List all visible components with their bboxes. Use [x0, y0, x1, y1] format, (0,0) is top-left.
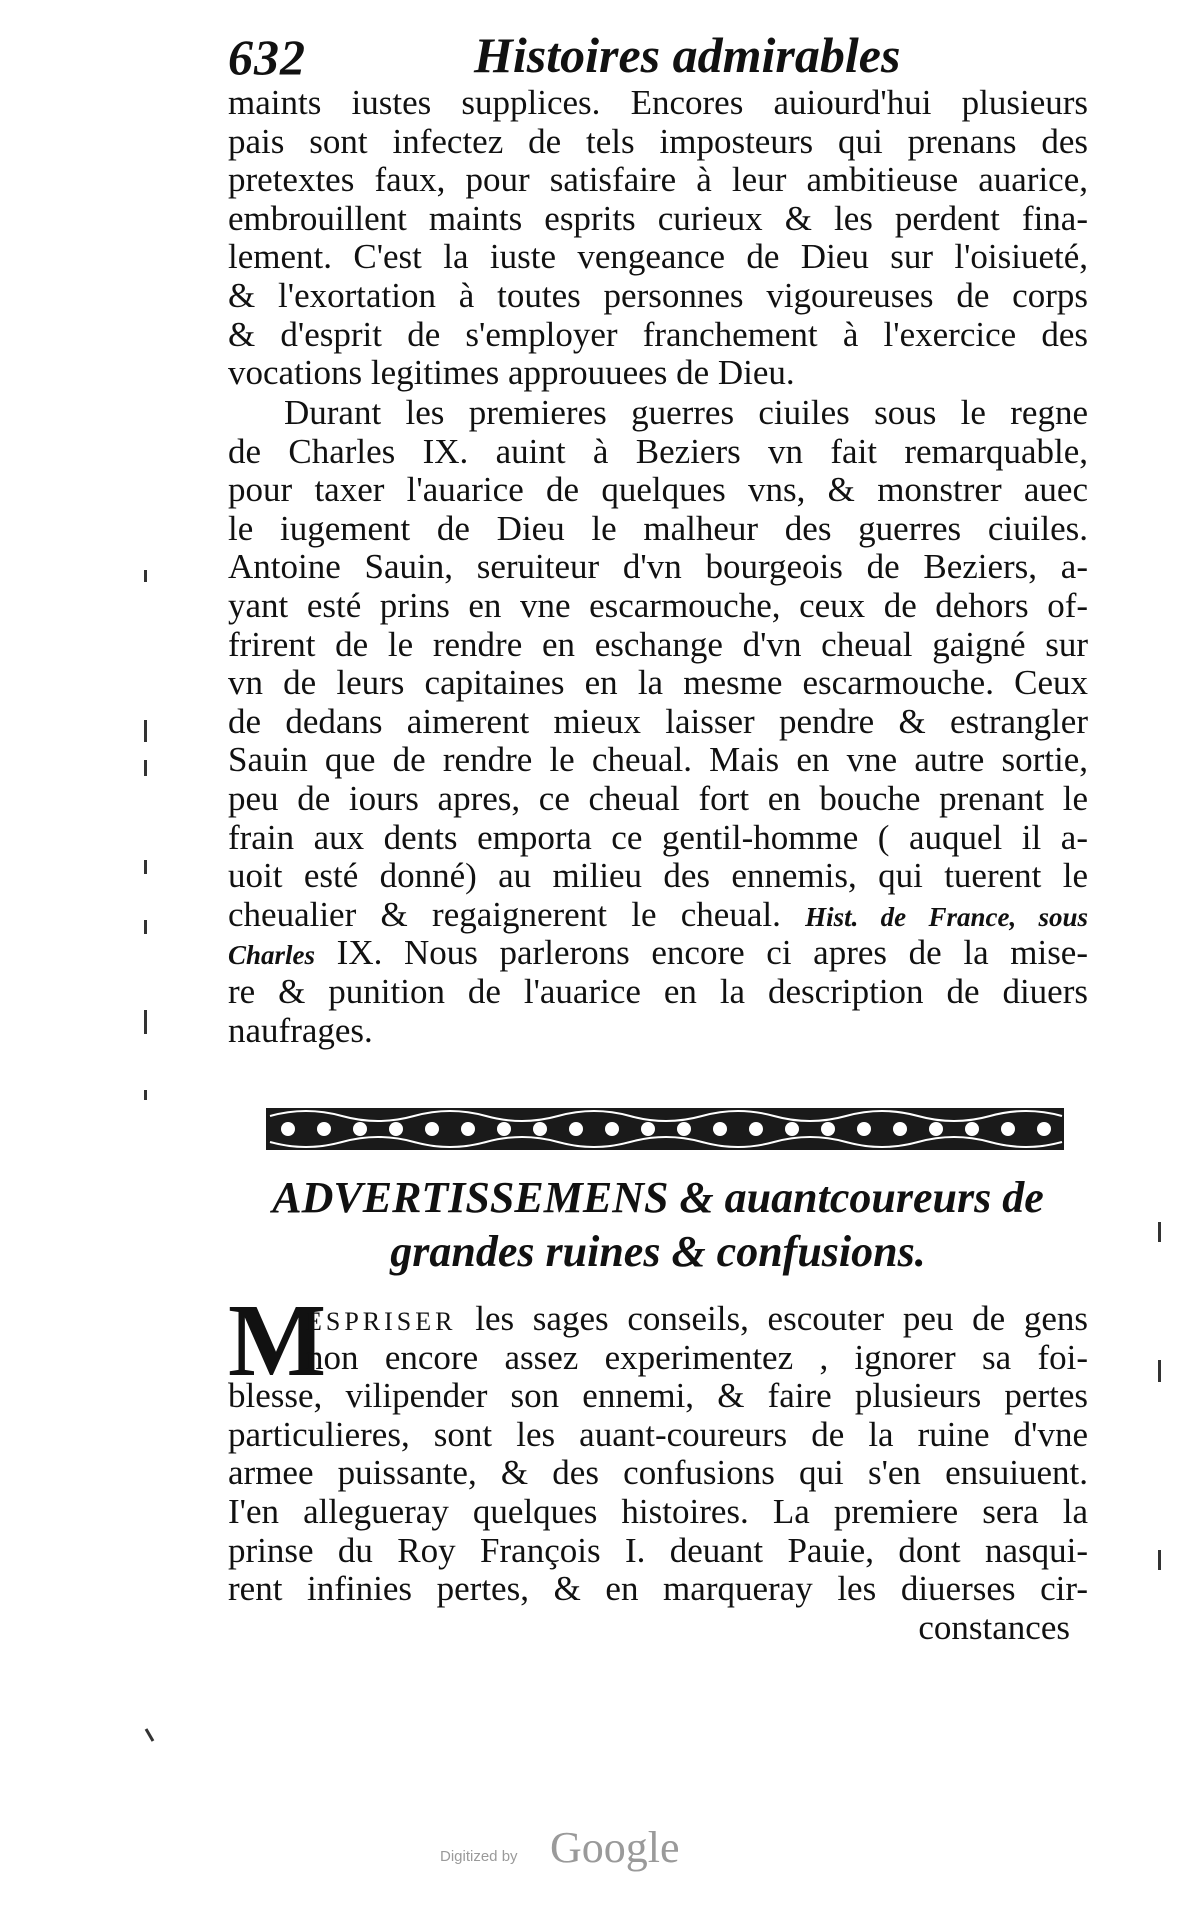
margin-mark: [1158, 1550, 1161, 1570]
page-header: [228, 20, 1068, 90]
margin-mark: [145, 1728, 155, 1742]
text-line: naufrages.: [228, 1010, 373, 1050]
text-line: & l'exortation à toutes personnes vigoureuses de corps: [228, 275, 1088, 315]
text-line: particulieres, sont les auant-coureurs de la ruine d'vne: [228, 1414, 1088, 1454]
text-line: armee puissante, & des confusions qui s'en ensuiuent.: [228, 1453, 1088, 1493]
margin-mark: [1158, 1360, 1161, 1382]
text-fragment: les sages conseils, escouter peu de gens: [475, 1299, 1089, 1338]
text-line: de dedans aimerent mieux laisser pendre & estrangler: [228, 701, 1088, 741]
running-head: Histoires admirables: [474, 27, 901, 83]
margin-mark: [144, 570, 147, 582]
text-line: Antoine Sauin, seruiteur d'vn bourgeois de Beziers, a-: [228, 547, 1088, 587]
margin-mark: [144, 920, 147, 934]
margin-mark: [144, 720, 147, 742]
text-line: embrouillent maints esprits curieux & les perdent fina-: [228, 198, 1088, 238]
text-line: prinse du Roy François I. deuant Pauie, dont nasqui-: [228, 1530, 1088, 1570]
paragraph-beziers: [228, 394, 1088, 1050]
text-line: blesse, vilipender son ennemi, & faire plusieurs pertes: [228, 1376, 1088, 1416]
watermark-prefix: Digitized by: [440, 1848, 518, 1865]
text-line: frirent de le rendre en eschange d'vn cheual gaigné sur: [228, 624, 1088, 664]
text-line: frain aux dents emporta ce gentil-homme ( auquel il a-: [228, 817, 1088, 857]
margin-mark: [1158, 1222, 1161, 1242]
margin-mark: [144, 760, 147, 776]
text-line: pais sont infectez de tels imposteurs qui prenans des: [228, 121, 1088, 161]
text-fragment: cheualier & regaignerent le cheual.: [228, 894, 781, 934]
text-line: pour taxer l'auarice de quelques vns, & monstrer auec: [228, 470, 1088, 510]
drop-cap: M: [228, 1283, 327, 1398]
text-line: Durant les premieres guerres ciuiles sous le regne: [284, 393, 1088, 432]
watermark-logo-text: Google: [550, 1823, 680, 1872]
page-number: 632: [228, 29, 306, 85]
section-title-line-1: ADVERTISSEMENS & auantcoureurs de: [272, 1173, 1044, 1222]
text-line-with-citation: [228, 896, 1088, 935]
text-line: peu de iours apres, ce cheual fort en bouche prenant le: [228, 778, 1088, 818]
text-line: lement. C'est la iuste vengeance de Dieu sur l'oisiueté,: [228, 237, 1088, 277]
text-line-first: [228, 1300, 1088, 1339]
text-line: vocations legitimes approuuees de Dieu.: [228, 353, 795, 393]
text-line: Sauin que de rendre le cheual. Mais en vne autre sortie,: [228, 740, 1088, 780]
paragraph-advertissemens: [228, 1283, 1089, 1647]
margin-mark: [144, 860, 147, 874]
text-fragment: IX. Nous parlerons encore ci apres de la mise-: [336, 933, 1089, 973]
text-line: le iugement de Dieu le malheur des guerres ciuiles.: [228, 508, 1088, 548]
text-line: rent infinies pertes, & en marqueray les diuerses cir-: [228, 1569, 1088, 1609]
small-caps-word: ESPRISER: [306, 1307, 457, 1336]
text-line: yant esté prins en vne escarmouche, ceux de dehors of-: [228, 585, 1088, 625]
inline-citation: Charles: [228, 940, 316, 971]
text-line-with-citation: [228, 934, 1088, 973]
margin-mark: [144, 1090, 147, 1100]
text-line: maints iustes supplices. Encores auiourd'hui plusieurs: [228, 83, 1088, 122]
inline-citation: Hist. de France, sous: [805, 901, 1089, 932]
digitization-watermark: [440, 1822, 750, 1882]
text-line: vn de leurs capitaines en la mesme escarmouche. Ceux: [228, 663, 1088, 703]
text-line: uoit esté donné) au milieu des ennemis, qui tuerent le: [228, 856, 1088, 896]
catchword: constances: [918, 1607, 1070, 1647]
text-line: re & punition de l'auarice en la description de diuers: [228, 971, 1088, 1011]
fleuron-ornament: [266, 1104, 1064, 1154]
text-line: & d'esprit de s'employer franchement à l'exercice des: [228, 314, 1088, 354]
paragraph-continuation: [228, 84, 1088, 393]
text-line: pretextes faux, pour satisfaire à leur ambitieuse auarice,: [228, 160, 1088, 200]
text-line: de Charles IX. auint à Beziers vn fait remarquable,: [228, 431, 1088, 471]
text-line: non encore assez experimentez , ignorer sa foi-: [306, 1337, 1088, 1377]
margin-mark: [144, 1010, 147, 1034]
section-title-line-2: grandes ruines & confusions.: [390, 1227, 926, 1276]
text-line: I'en allegueray quelques histoires. La premiere sera la: [228, 1491, 1088, 1531]
